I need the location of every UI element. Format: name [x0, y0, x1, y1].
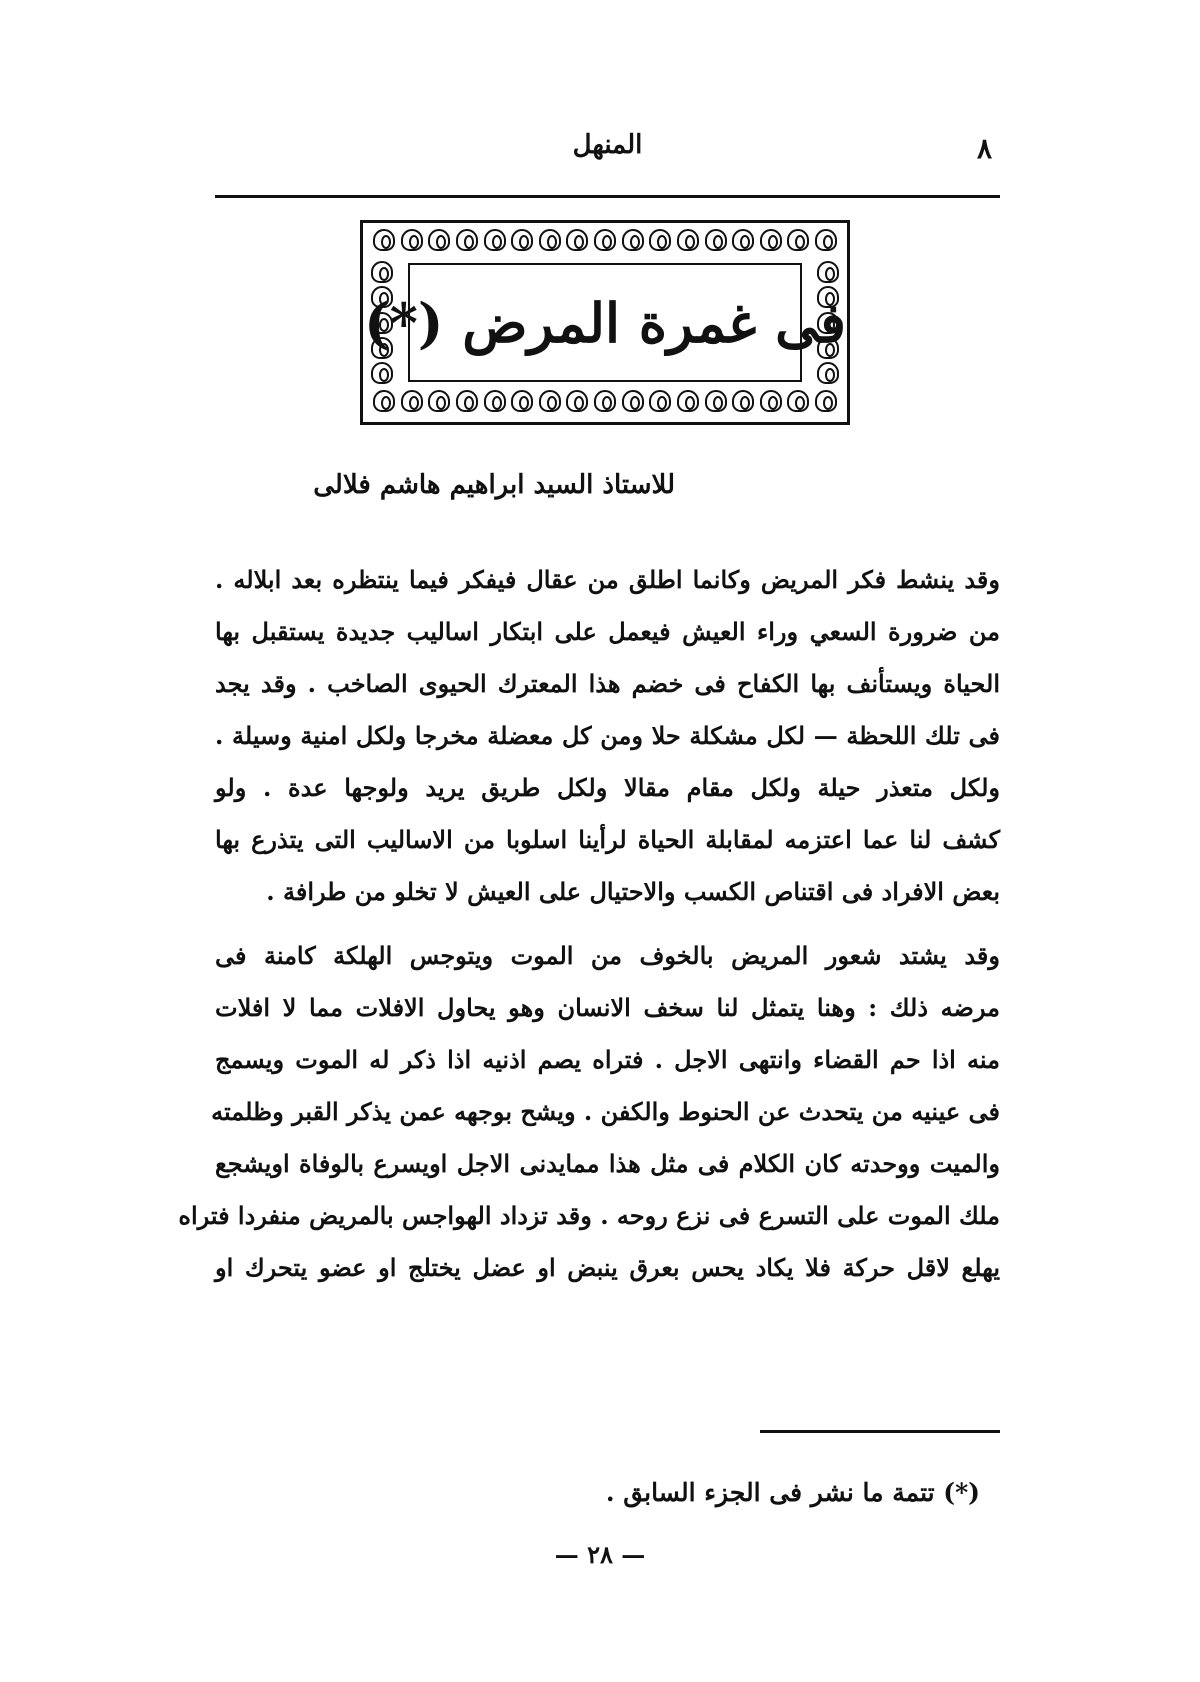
body-line: كشف لنا عما اعتزمه لمقابلة الحياة لرأينا اسلوبا من الاساليب التى يتذرع بها	[215, 825, 1000, 854]
ornament-motif	[511, 229, 533, 251]
body-line: من ضرورة السعي وراء العيش فيعمل على ابتكار اساليب جديدة يستقبل بها	[215, 617, 1000, 646]
header-rule	[215, 195, 1000, 198]
ornament-motif	[787, 229, 809, 251]
ornament-motif	[649, 229, 671, 251]
ornament-motif	[428, 229, 450, 251]
ornament-motif	[401, 390, 423, 412]
ornament-motif	[787, 390, 809, 412]
ornament-motif	[456, 229, 478, 251]
ornament-motif	[677, 390, 699, 412]
ornament-motif	[622, 390, 644, 412]
body-line: ملك الموت على التسرع فى نزع روحه . وقد تزداد الهواجس بالمريض منفردا فتراه	[178, 1201, 1000, 1230]
ornament-motif	[401, 229, 423, 251]
body-line: ولكل متعذر حيلة ولكل مقام مقالا ولكل طريق يريد ولوجها عدة . ولو	[215, 773, 1000, 802]
ornament-motif	[373, 229, 395, 251]
ornament-motif	[539, 229, 561, 251]
title-ornamental-frame	[360, 220, 850, 425]
ornament-motif	[373, 390, 395, 412]
ornament-motif	[539, 390, 561, 412]
journal-name: المنهل	[572, 130, 643, 160]
article-author: للاستاذ السيد ابراهيم هاشم فلالى	[313, 470, 675, 500]
ornament-motif	[815, 229, 837, 251]
ornament-motif	[371, 261, 393, 283]
ornament-motif	[677, 229, 699, 251]
ornament-motif	[594, 390, 616, 412]
ornament-motif	[705, 229, 727, 251]
title-box	[364, 263, 846, 382]
ornament-motif	[484, 229, 506, 251]
ornament-border-top	[373, 229, 837, 255]
ornament-motif	[817, 261, 839, 283]
ornament-motif	[484, 390, 506, 412]
page-footer-number: — ٢٨ —	[554, 1540, 646, 1569]
ornament-motif	[817, 362, 839, 384]
ornament-motif	[594, 229, 616, 251]
ornament-motif	[566, 229, 588, 251]
body-line: مرضه ذلك : وهنا يتمثل لنا سخف الانسان وهو يحاول الافلات مما لا افلات	[215, 993, 1000, 1022]
ornament-motif	[732, 390, 754, 412]
body-line: فى تلك اللحظة — لكل مشكلة حلا ومن كل معضلة مخرجا ولكل امنية وسيلة .	[215, 721, 1000, 750]
footnote: (*) تتمة ما نشر فى الجزء السابق .	[605, 1478, 980, 1507]
ornament-motif	[428, 390, 450, 412]
ornament-motif	[705, 390, 727, 412]
ornament-motif	[566, 390, 588, 412]
body-line: الحياة ويستأنف بها الكفاح فى خضم هذا المعترك الحيوى الصاخب . وقد يجد	[215, 669, 1000, 698]
article-title: فى غمرة المرض (*)	[364, 290, 846, 355]
body-line: بعض الافراد فى اقتناص الكسب والاحتيال على العيش لا تخلو من طرافة .	[266, 877, 1000, 906]
body-line: منه اذا حم القضاء وانتهى الاجل . فتراه يصم اذنيه اذا ذكر له الموت ويسمج	[215, 1045, 1000, 1074]
ornament-motif	[760, 390, 782, 412]
ornament-motif	[732, 229, 754, 251]
body-line: يهلع لاقل حركة فلا يكاد يحس بعرق ينبض او عضل يختلج او عضو يتحرك او	[215, 1253, 1000, 1282]
footnote-rule	[760, 1430, 1000, 1433]
ornament-motif	[622, 229, 644, 251]
body-line: فى عينيه من يتحدث عن الحنوط والكفن . ويشح بوجهه عمن يذكر القبر وظلمته	[211, 1097, 1000, 1126]
ornament-motif	[649, 390, 671, 412]
ornament-motif	[456, 390, 478, 412]
ornament-motif	[371, 362, 393, 384]
body-line: والميت ووحدته كان الكلام فى مثل هذا ممايدنى الاجل اويسرع بالوفاة اويشجع	[215, 1149, 1000, 1178]
page-header	[215, 130, 1000, 178]
page-number-top: ٨	[976, 132, 992, 165]
ornament-motif	[511, 390, 533, 412]
body-line: وقد يشتد شعور المريض بالخوف من الموت ويتوجس الهلكة كامنة فى	[215, 941, 1000, 970]
ornament-motif	[815, 390, 837, 412]
ornament-motif	[760, 229, 782, 251]
ornament-border-bottom	[373, 390, 837, 416]
body-line: وقد ينشط فكر المريض وكانما اطلق من عقال فيفكر فيما ينتظره بعد ابلاله .	[215, 565, 1000, 594]
